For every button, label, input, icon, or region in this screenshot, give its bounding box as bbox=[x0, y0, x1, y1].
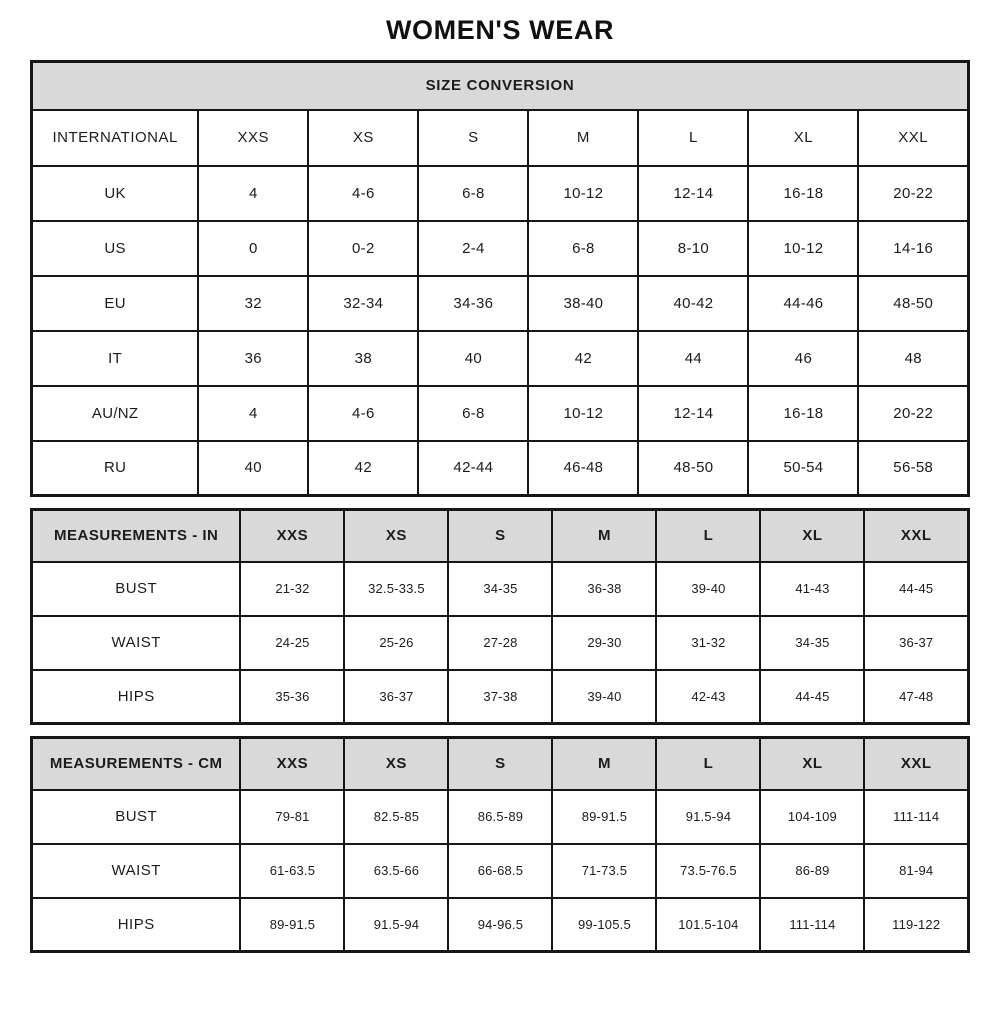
cell-value: 31-32 bbox=[656, 616, 760, 670]
cell-value: 42-43 bbox=[656, 670, 760, 724]
size-column-header: L bbox=[656, 510, 760, 562]
cell-value: 40-42 bbox=[638, 276, 748, 331]
size-column-header: M bbox=[528, 110, 638, 166]
row-label: AU/NZ bbox=[32, 386, 199, 441]
size-conversion-title-row bbox=[32, 62, 969, 110]
measurements-in-row-waist bbox=[32, 616, 969, 670]
cell-value: 38-40 bbox=[528, 276, 638, 331]
row-label: UK bbox=[32, 166, 199, 221]
size-column-header: XS bbox=[344, 510, 448, 562]
cell-value: 21-32 bbox=[240, 562, 344, 616]
cell-value: 32.5-33.5 bbox=[344, 562, 448, 616]
cell-value: 38 bbox=[308, 331, 418, 386]
cell-value: 8-10 bbox=[638, 221, 748, 276]
size-column-header: S bbox=[448, 510, 552, 562]
cell-value: 46 bbox=[748, 331, 858, 386]
cell-value: 0 bbox=[198, 221, 308, 276]
cell-value: 42-44 bbox=[418, 441, 528, 496]
cell-value: 10-12 bbox=[528, 386, 638, 441]
cell-value: 40 bbox=[198, 441, 308, 496]
measurements-in-header-label: MEASUREMENTS - IN bbox=[32, 510, 241, 562]
cell-value: 36-37 bbox=[864, 616, 968, 670]
size-column-header: XXL bbox=[864, 738, 968, 790]
measurements-in-row-hips bbox=[32, 670, 969, 724]
cell-value: 61-63.5 bbox=[240, 844, 344, 898]
cell-value: 44-46 bbox=[748, 276, 858, 331]
cell-value: 16-18 bbox=[748, 166, 858, 221]
cell-value: 24-25 bbox=[240, 616, 344, 670]
measurements-in-row-bust bbox=[32, 562, 969, 616]
size-column-header: XL bbox=[748, 110, 858, 166]
size-column-header: L bbox=[656, 738, 760, 790]
size-conversion-table bbox=[30, 60, 970, 497]
size-column-header: XXS bbox=[240, 510, 344, 562]
cell-value: 44 bbox=[638, 331, 748, 386]
measurements-in-table bbox=[30, 508, 970, 725]
cell-value: 91.5-94 bbox=[344, 898, 448, 952]
cell-value: 104-109 bbox=[760, 790, 864, 844]
cell-value: 99-105.5 bbox=[552, 898, 656, 952]
cell-value: 4 bbox=[198, 386, 308, 441]
cell-value: 10-12 bbox=[528, 166, 638, 221]
cell-value: 82.5-85 bbox=[344, 790, 448, 844]
size-column-header: XXL bbox=[858, 110, 968, 166]
size-conversion-row-ru bbox=[32, 441, 969, 496]
cell-value: 37-38 bbox=[448, 670, 552, 724]
cell-value: 48-50 bbox=[638, 441, 748, 496]
cell-value: 119-122 bbox=[864, 898, 968, 952]
cell-value: 10-12 bbox=[748, 221, 858, 276]
row-label: HIPS bbox=[32, 670, 241, 724]
size-conversion-row-uk bbox=[32, 166, 969, 221]
measurements-in-header-row bbox=[32, 510, 969, 562]
measurements-cm-row-waist bbox=[32, 844, 969, 898]
cell-value: 111-114 bbox=[760, 898, 864, 952]
cell-value: 6-8 bbox=[418, 386, 528, 441]
row-label: WAIST bbox=[32, 844, 241, 898]
cell-value: 47-48 bbox=[864, 670, 968, 724]
size-column-header: XL bbox=[760, 510, 864, 562]
size-column-header: XXL bbox=[864, 510, 968, 562]
cell-value: 20-22 bbox=[858, 386, 968, 441]
cell-value: 34-36 bbox=[418, 276, 528, 331]
row-label: HIPS bbox=[32, 898, 241, 952]
cell-value: 6-8 bbox=[418, 166, 528, 221]
cell-value: 12-14 bbox=[638, 386, 748, 441]
cell-value: 6-8 bbox=[528, 221, 638, 276]
size-conversion-row-eu bbox=[32, 276, 969, 331]
cell-value: 89-91.5 bbox=[552, 790, 656, 844]
row-label: EU bbox=[32, 276, 199, 331]
size-column-header: M bbox=[552, 738, 656, 790]
cell-value: 36 bbox=[198, 331, 308, 386]
cell-value: 12-14 bbox=[638, 166, 748, 221]
cell-value: 56-58 bbox=[858, 441, 968, 496]
cell-value: 42 bbox=[528, 331, 638, 386]
size-conversion-title: SIZE CONVERSION bbox=[32, 62, 969, 110]
size-column-header: M bbox=[552, 510, 656, 562]
row-label: BUST bbox=[32, 562, 241, 616]
size-conversion-header-row bbox=[32, 110, 969, 166]
cell-value: 32-34 bbox=[308, 276, 418, 331]
cell-value: 48-50 bbox=[858, 276, 968, 331]
size-column-header: XXS bbox=[240, 738, 344, 790]
cell-value: 111-114 bbox=[864, 790, 968, 844]
row-label: RU bbox=[32, 441, 199, 496]
size-conversion-row-us bbox=[32, 221, 969, 276]
cell-value: 0-2 bbox=[308, 221, 418, 276]
cell-value: 2-4 bbox=[418, 221, 528, 276]
measurements-cm-header-label: MEASUREMENTS - CM bbox=[32, 738, 241, 790]
cell-value: 4-6 bbox=[308, 166, 418, 221]
cell-value: 4-6 bbox=[308, 386, 418, 441]
cell-value: 44-45 bbox=[760, 670, 864, 724]
measurements-cm-row-hips bbox=[32, 898, 969, 952]
cell-value: 86.5-89 bbox=[448, 790, 552, 844]
cell-value: 48 bbox=[858, 331, 968, 386]
cell-value: 36-38 bbox=[552, 562, 656, 616]
measurements-cm-header-row bbox=[32, 738, 969, 790]
size-column-header: S bbox=[418, 110, 528, 166]
cell-value: 50-54 bbox=[748, 441, 858, 496]
size-column-header: L bbox=[638, 110, 748, 166]
cell-value: 32 bbox=[198, 276, 308, 331]
page-title: WOMEN'S WEAR bbox=[385, 15, 615, 45]
cell-value: 81-94 bbox=[864, 844, 968, 898]
cell-value: 14-16 bbox=[858, 221, 968, 276]
cell-value: 71-73.5 bbox=[552, 844, 656, 898]
cell-value: 101.5-104 bbox=[656, 898, 760, 952]
cell-value: 16-18 bbox=[748, 386, 858, 441]
cell-value: 34-35 bbox=[448, 562, 552, 616]
size-column-header: XS bbox=[344, 738, 448, 790]
size-conversion-header-label: INTERNATIONAL bbox=[32, 110, 199, 166]
size-column-header: S bbox=[448, 738, 552, 790]
cell-value: 4 bbox=[198, 166, 308, 221]
size-column-header: XL bbox=[760, 738, 864, 790]
cell-value: 39-40 bbox=[552, 670, 656, 724]
cell-value: 79-81 bbox=[240, 790, 344, 844]
cell-value: 34-35 bbox=[760, 616, 864, 670]
cell-value: 89-91.5 bbox=[240, 898, 344, 952]
cell-value: 40 bbox=[418, 331, 528, 386]
cell-value: 39-40 bbox=[656, 562, 760, 616]
row-label: IT bbox=[32, 331, 199, 386]
cell-value: 41-43 bbox=[760, 562, 864, 616]
size-column-header: XXS bbox=[198, 110, 308, 166]
cell-value: 91.5-94 bbox=[656, 790, 760, 844]
cell-value: 66-68.5 bbox=[448, 844, 552, 898]
size-conversion-row-au-nz bbox=[32, 386, 969, 441]
cell-value: 42 bbox=[308, 441, 418, 496]
cell-value: 94-96.5 bbox=[448, 898, 552, 952]
measurements-cm-table bbox=[30, 736, 970, 953]
row-label: US bbox=[32, 221, 199, 276]
cell-value: 27-28 bbox=[448, 616, 552, 670]
cell-value: 25-26 bbox=[344, 616, 448, 670]
cell-value: 36-37 bbox=[344, 670, 448, 724]
row-label: WAIST bbox=[32, 616, 241, 670]
cell-value: 73.5-76.5 bbox=[656, 844, 760, 898]
size-column-header: XS bbox=[308, 110, 418, 166]
measurements-cm-row-bust bbox=[32, 790, 969, 844]
size-chart-sheet bbox=[0, 15, 1000, 953]
cell-value: 63.5-66 bbox=[344, 844, 448, 898]
cell-value: 86-89 bbox=[760, 844, 864, 898]
cell-value: 46-48 bbox=[528, 441, 638, 496]
cell-value: 35-36 bbox=[240, 670, 344, 724]
cell-value: 20-22 bbox=[858, 166, 968, 221]
row-label: BUST bbox=[32, 790, 241, 844]
size-conversion-row-it bbox=[32, 331, 969, 386]
cell-value: 44-45 bbox=[864, 562, 968, 616]
cell-value: 29-30 bbox=[552, 616, 656, 670]
